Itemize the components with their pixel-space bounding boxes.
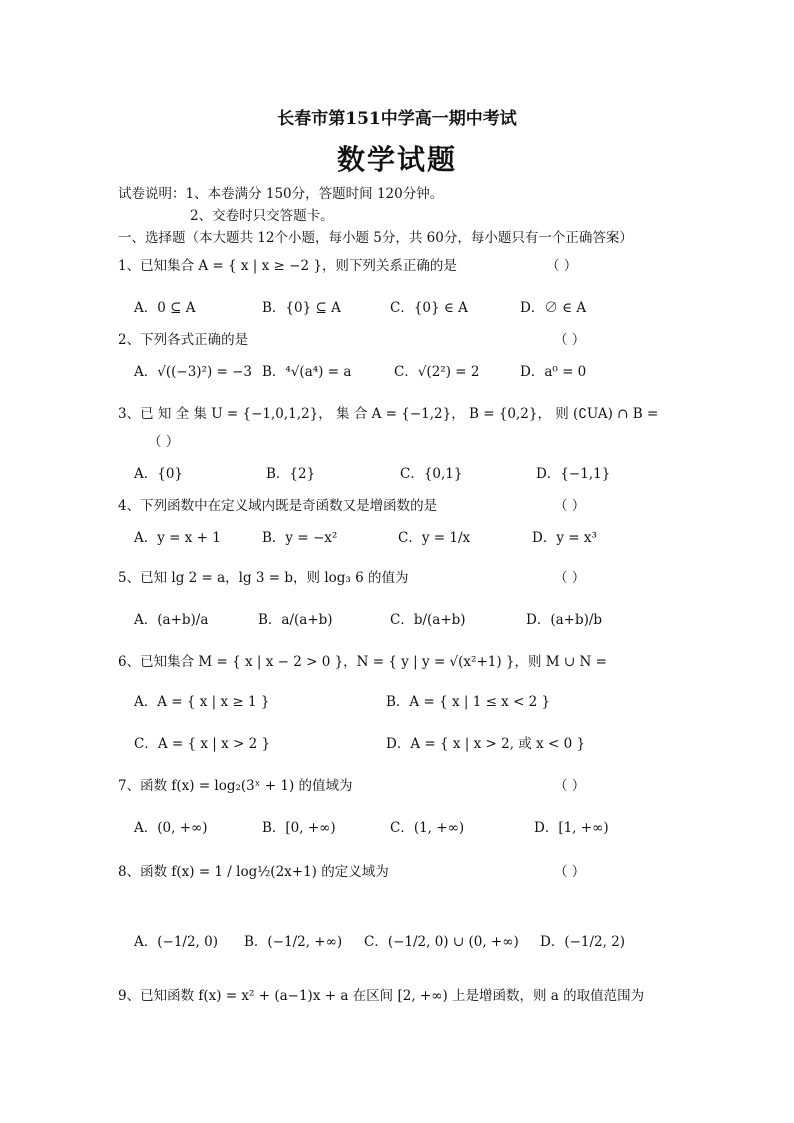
q1-option-d: D．∅ ∈ A xyxy=(520,300,587,316)
q1-option-b: B．{0} ⊆ A xyxy=(262,300,341,316)
question-2-stem: 2、下列各式正确的是 xyxy=(118,332,249,348)
answer-paren: （ ） xyxy=(554,864,586,880)
q7-option-c: C．(1, +∞) xyxy=(390,820,465,836)
question-9-stem: 9、已知函数 f(x) = x² + (a−1)x + a 在区间 [2, +∞) 上是增函数，则 a 的取值范围为 xyxy=(118,988,645,1004)
q4-option-d: D．y = x³ xyxy=(532,530,597,546)
q3-option-a: A．{0} xyxy=(134,466,184,482)
q5-option-b: B．a/(a+b) xyxy=(258,612,333,628)
q8-option-d: D．(−1/2, 2) xyxy=(540,934,626,950)
q2-option-c: C．√(2²) = 2 xyxy=(394,364,480,380)
q6-option-d: D．A = { x | x > 2, 或 x < 0 } xyxy=(386,736,586,752)
question-6-stem: 6、已知集合 M = { x | x − 2 > 0 }，N = { y | y = √(x²+1) }，则 M ∪ N = xyxy=(118,654,607,670)
q3-option-d: D．{−1,1} xyxy=(536,466,611,482)
answer-paren: （ ） xyxy=(554,570,586,586)
q6-option-a: A．A = { x | x ≥ 1 } xyxy=(134,694,270,710)
answer-paren: （ ） xyxy=(554,778,586,794)
q1-option-c: C．{0} ∈ A xyxy=(390,300,468,316)
q2-option-d: D．a⁰ = 0 xyxy=(520,364,587,380)
question-4-stem: 4、下列函数中在定义域内既是奇函数又是增函数的是 xyxy=(118,498,438,514)
q1-option-a: A．0 ⊆ A xyxy=(134,300,196,316)
q2-option-a: A．√((−3)²) = −3 xyxy=(134,364,253,380)
answer-paren: （ ） xyxy=(554,498,586,514)
q7-option-b: B．[0, +∞) xyxy=(262,820,336,836)
q5-option-c: C．b/(a+b) xyxy=(390,612,466,628)
q6-option-c: C．A = { x | x > 2 } xyxy=(134,736,271,752)
q6-option-b: B．A = { x | 1 ≤ x < 2 } xyxy=(386,694,551,710)
q3-option-c: C．{0,1} xyxy=(400,466,463,482)
q8-option-b: B．(−1/2, +∞) xyxy=(244,934,343,950)
question-3-paren: （ ） xyxy=(148,434,180,450)
q7-option-d: D．[1, +∞) xyxy=(534,820,609,836)
section-heading: 一、选择题（本大题共 12个小题，每小题 5分，共 60分，每小题只有一个正确答案） xyxy=(118,230,633,246)
school-title: 长春市第151中学高一期中考试 xyxy=(277,109,517,129)
answer-paren: （ ） xyxy=(554,332,586,348)
q8-option-c: C．(−1/2, 0) ∪ (0, +∞) xyxy=(364,934,519,950)
q4-option-b: B．y = −x² xyxy=(262,530,338,546)
instructions-line2: 2、交卷时只交答题卡。 xyxy=(190,208,334,224)
q4-option-a: A．y = x + 1 xyxy=(134,530,221,546)
q8-option-a: A．(−1/2, 0) xyxy=(134,934,218,950)
answer-paren: （ ） xyxy=(546,258,578,274)
question-7-stem: 7、函数 f(x) = log₂(3ˣ + 1) 的值域为 xyxy=(118,778,353,794)
question-8-stem: 8、函数 f(x) = 1 / log½(2x+1) 的定义域为 xyxy=(118,864,389,880)
q7-option-a: A．(0, +∞) xyxy=(134,820,208,836)
q5-option-a: A．(a+b)/a xyxy=(134,612,209,628)
q3-option-b: B．{2} xyxy=(266,466,316,482)
q4-option-c: C．y = 1/x xyxy=(398,530,471,546)
question-1-stem: 1、已知集合 A = { x | x ≥ −2 }，则下列关系正确的是 xyxy=(118,258,457,274)
question-5-stem: 5、已知 lg 2 = a，lg 3 = b，则 log₃ 6 的值为 xyxy=(118,570,409,586)
q5-option-d: D．(a+b)/b xyxy=(526,612,603,628)
instructions-line1: 试卷说明：1、本卷满分 150分，答题时间 120分钟。 xyxy=(118,186,444,202)
q2-option-b: B．⁴√(a⁴) = a xyxy=(262,364,352,380)
subject-title: 数学试题 xyxy=(336,143,457,176)
question-3-stem: 3、已 知 全 集 U = {−1,0,1,2}， 集 合 A = {−1,2}， B = {0,2}， 则 (∁UA) ∩ B = xyxy=(118,406,659,422)
